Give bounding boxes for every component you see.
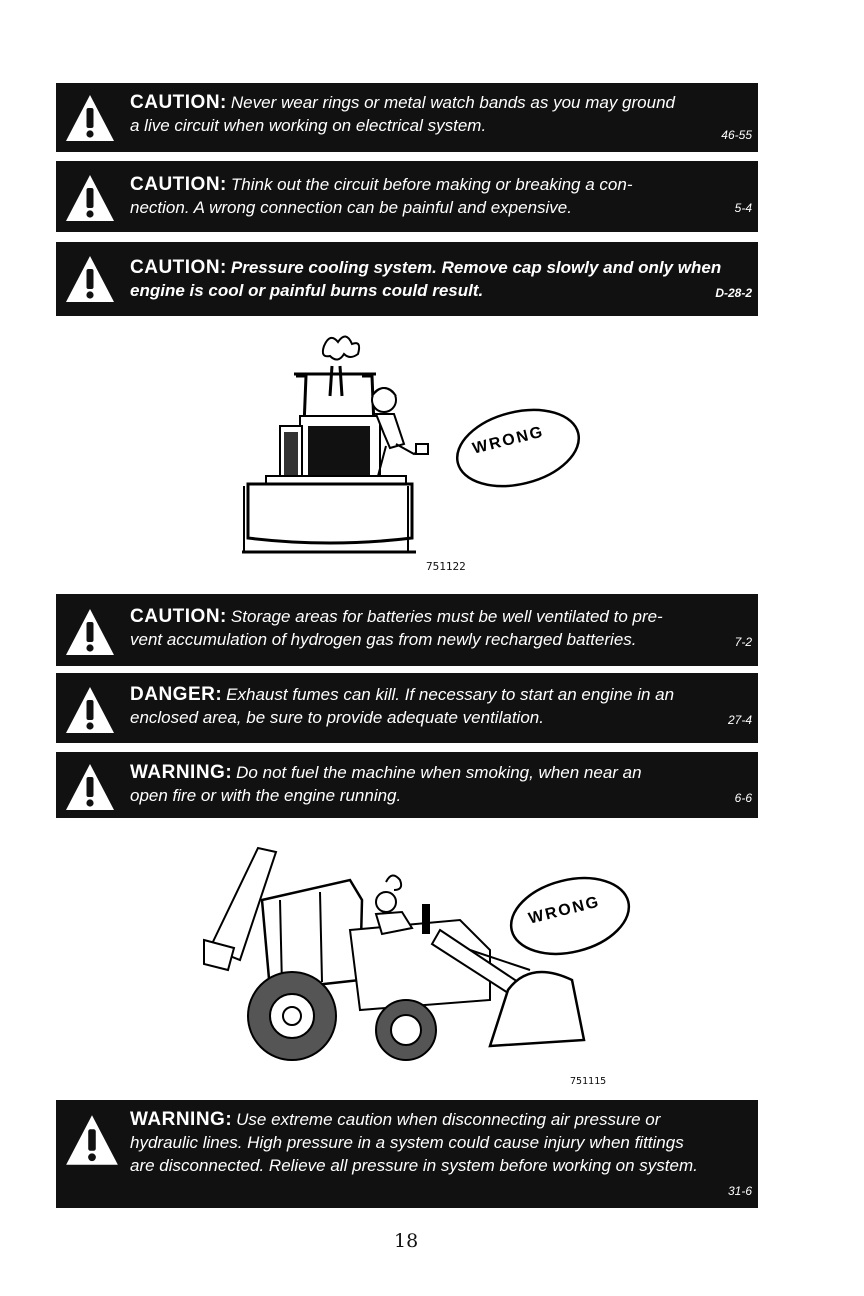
figure-number: 751115 bbox=[570, 1076, 607, 1087]
warning-triangle-icon bbox=[64, 172, 116, 224]
banner-keyword: CAUTION: bbox=[130, 174, 227, 195]
danger-banner-exhaust bbox=[56, 673, 758, 743]
figure-number: 751122 bbox=[426, 560, 466, 573]
banner-code: 7-2 bbox=[734, 635, 752, 649]
banner-keyword: CAUTION: bbox=[130, 92, 227, 113]
backhoe-illustration bbox=[200, 840, 640, 1070]
banner-text: CAUTION: Never wear rings or metal watch bands as you may ground a live circuit when working on electrical system. bbox=[130, 92, 675, 135]
banner-keyword: WARNING: bbox=[130, 1109, 233, 1130]
wrong-stamp-label: WRONG bbox=[470, 423, 546, 458]
caution-banner-circuit bbox=[56, 161, 758, 232]
banner-keyword: WARNING: bbox=[130, 762, 233, 783]
warning-banner-fuel bbox=[56, 752, 758, 818]
warning-banner-hydraulic bbox=[56, 1100, 758, 1208]
banner-text: CAUTION: Storage areas for batteries must be well ventilated to pre- vent accumulation of hydrogen gas from newly recharged batteries. bbox=[130, 606, 663, 649]
banner-text: CAUTION: Think out the circuit before making or breaking a con- nection. A wrong connection can be painful and expensive. bbox=[130, 174, 633, 217]
banner-code: D-28-2 bbox=[715, 286, 752, 300]
caution-banner-cooling bbox=[56, 242, 758, 316]
warning-triangle-icon bbox=[64, 1112, 120, 1168]
warning-triangle-icon bbox=[64, 92, 116, 144]
warning-triangle-icon bbox=[64, 761, 116, 813]
banner-code: 31-6 bbox=[727, 1184, 752, 1198]
wrong-stamp-label: WRONG bbox=[526, 893, 602, 928]
warning-triangle-icon bbox=[64, 684, 116, 736]
figure-dozer-radiator bbox=[236, 326, 596, 576]
warning-triangle-icon bbox=[64, 253, 116, 305]
figure-backhoe-fueling bbox=[200, 840, 640, 1090]
banner-code: 27-4 bbox=[727, 713, 752, 727]
dozer-illustration bbox=[236, 326, 596, 558]
page-number: 18 bbox=[394, 1230, 419, 1252]
banner-keyword: CAUTION: bbox=[130, 606, 227, 627]
caution-banner-rings bbox=[56, 83, 758, 152]
banner-text: CAUTION: Pressure cooling system. Remove cap slowly and only when engine is cool or painful burns could result. bbox=[130, 257, 722, 300]
banner-code: 5-4 bbox=[734, 201, 752, 215]
banner-code: 6-6 bbox=[734, 791, 752, 805]
caution-banner-batteries bbox=[56, 594, 758, 666]
banner-keyword: CAUTION: bbox=[130, 257, 227, 278]
banner-text: DANGER: Exhaust fumes can kill. If necessary to start an engine in an enclosed area, be sure to provide adequate ventilation. bbox=[130, 684, 675, 727]
banner-keyword: DANGER: bbox=[130, 684, 223, 705]
banner-text: WARNING: Use extreme caution when disconnecting air pressure or hydraulic lines. High pressure in a system could cause injury when fittings are disconnected. Relieve all pressure in system before working on system. bbox=[130, 1109, 698, 1175]
banner-text: WARNING: Do not fuel the machine when smoking, when near an open fire or with the engine running. bbox=[130, 762, 642, 805]
banner-code: 46-55 bbox=[721, 128, 752, 142]
warning-triangle-icon bbox=[64, 606, 116, 658]
